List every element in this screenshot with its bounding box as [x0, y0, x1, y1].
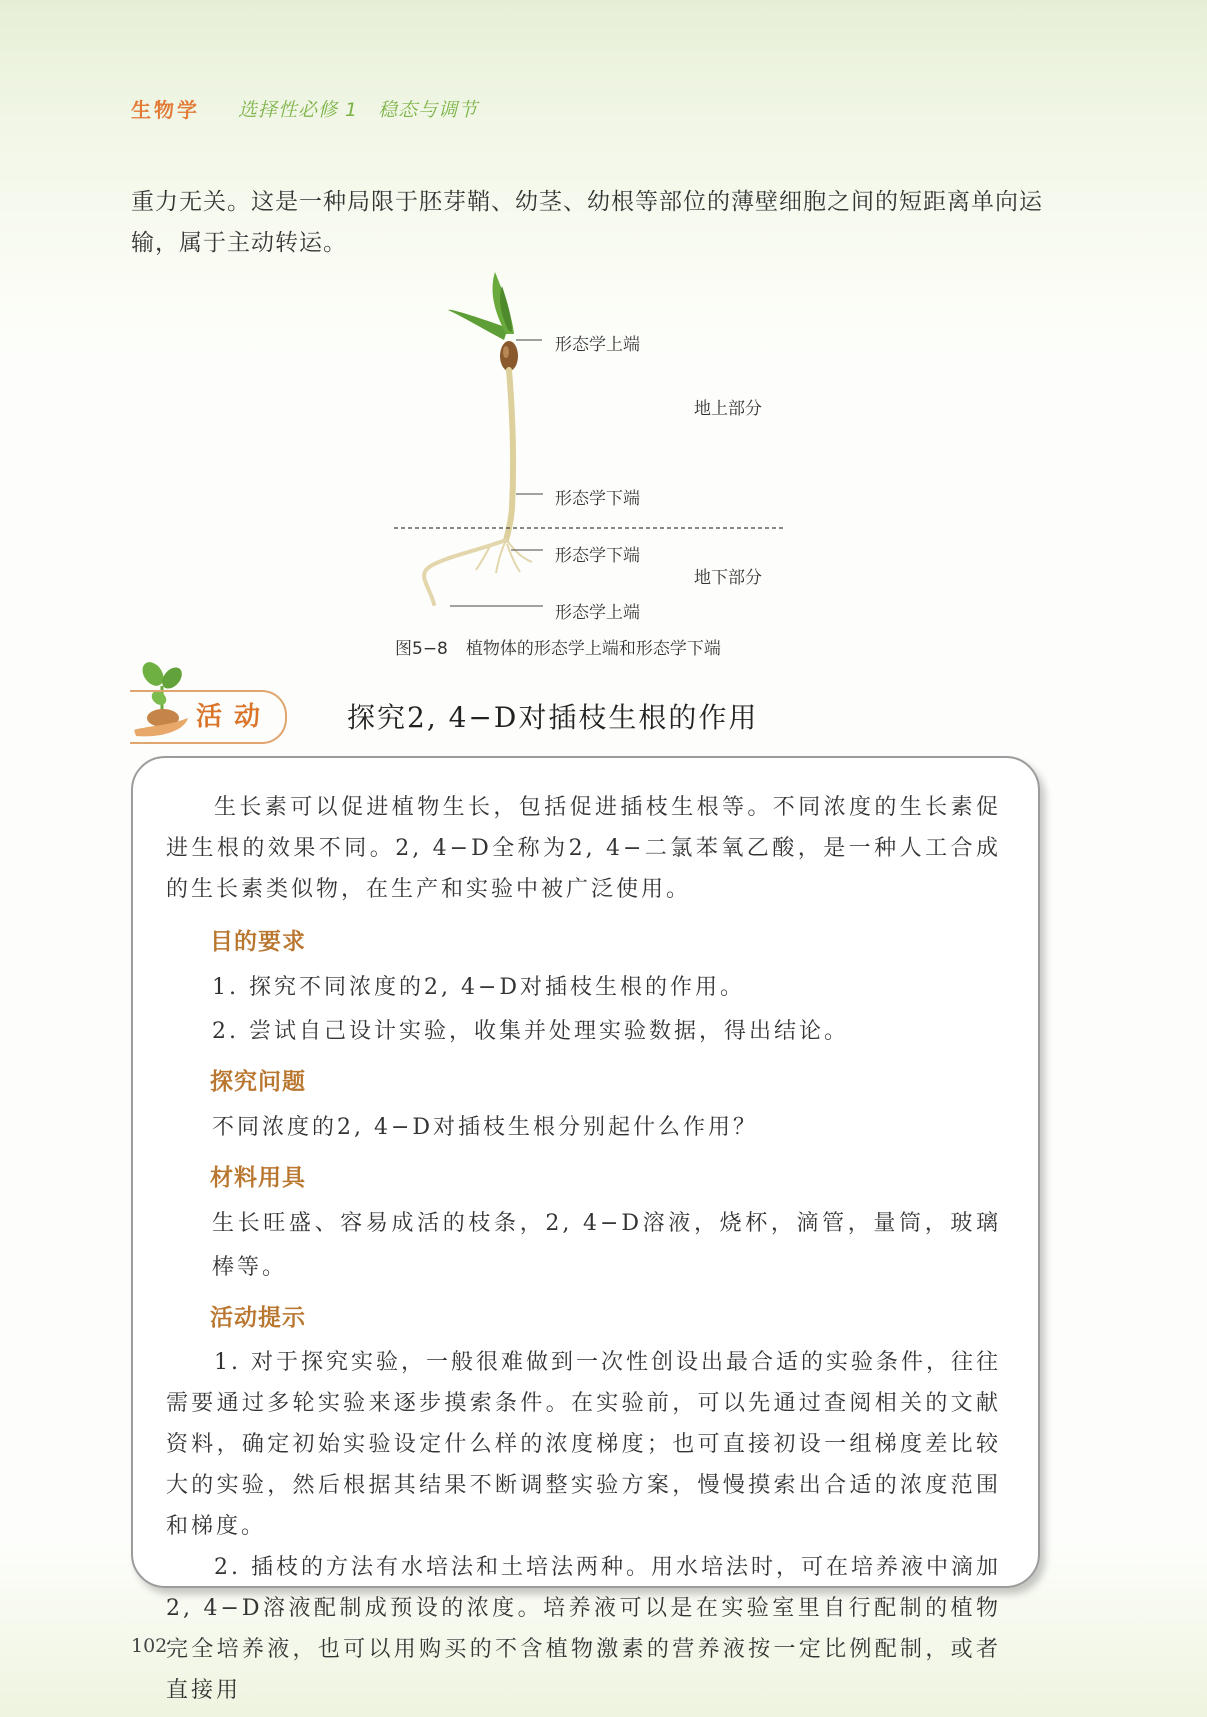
figure-caption-text: 植物体的形态学上端和形态学下端: [465, 639, 721, 659]
figure-caption-number: 图5−8: [395, 639, 448, 659]
label-stem-bottom: 形态学下端: [555, 489, 640, 509]
tips-paragraph: 2. 插枝的方法有水培法和土培法两种。用水培法时，可在培养液中滴加2, 4−D溶液配制成预设的浓度。培养液可以是在实验室里自行配制的植物完全培养液，也可以用购买的不含植物激素的营养液按一定比例配制，或者直接用: [166, 1555, 1001, 1703]
purpose-heading: 目的要求: [210, 929, 306, 955]
label-root-tip: 形态学上端: [555, 603, 640, 623]
activity-intro: 生长素可以促进植物生长，包括促进插枝生根等。不同浓度的生长素促进生根的效果不同。2, 4−D全称为2, 4−二氯苯氧乙酸，是一种人工合成的生长素类似物，在生产和实验中被广泛使用。: [166, 795, 1001, 902]
label-root-bottom: 形态学下端: [555, 546, 640, 566]
question-text: 不同浓度的2, 4−D对插枝生根分别起什么作用？: [212, 1115, 759, 1140]
header-subject: 生物学: [131, 98, 200, 122]
question-heading: 探究问题: [210, 1069, 306, 1095]
label-below-ground: 地下部分: [694, 568, 762, 588]
intro-paragraph: 重力无关。这是一种局限于胚芽鞘、幼茎、幼根等部位的薄壁细胞之间的短距离单向运输，属于主动转运。: [131, 189, 1043, 256]
label-stem-top: 形态学上端: [555, 335, 640, 355]
activity-content: [166, 787, 1001, 1711]
materials-text: 生长旺盛、容易成活的枝条，2, 4−D溶液，烧杯，滴管，量筒，玻璃棒等。: [212, 1211, 1001, 1280]
page-number: 102: [131, 1635, 168, 1657]
tips-paragraph: 1. 对于探究实验，一般很难做到一次性创设出最合适的实验条件，往往需要通过多轮实验来逐步摸索条件。在实验前，可以先通过查阅相关的文献资料，确定初始实验设定什么样的浓度梯度；也可直接初设一组梯度差比较大的实验，然后根据其结果不断调整实验方案，慢慢摸索出合适的浓度范围和梯度。: [166, 1350, 1001, 1539]
activity-badge: 活动: [196, 702, 273, 732]
header-book-title: 选择性必修 1 稳态与调节: [238, 99, 479, 121]
purpose-item: 2. 尝试自己设计实验，收集并处理实验数据，得出结论。: [212, 1019, 849, 1044]
root-branch-2: [508, 542, 532, 562]
stem: [506, 370, 513, 540]
figure-caption: [395, 634, 721, 659]
activity-title: 探究2, 4−D对插枝生根的作用: [347, 701, 759, 734]
tips-heading: 活动提示: [210, 1305, 306, 1331]
purpose-item: 1. 探究不同浓度的2, 4−D对插枝生根的作用。: [212, 975, 746, 1000]
materials-heading: 材料用具: [210, 1165, 306, 1191]
label-above-ground: 地上部分: [694, 399, 762, 419]
root-main: [424, 540, 506, 604]
seed: [500, 341, 518, 371]
